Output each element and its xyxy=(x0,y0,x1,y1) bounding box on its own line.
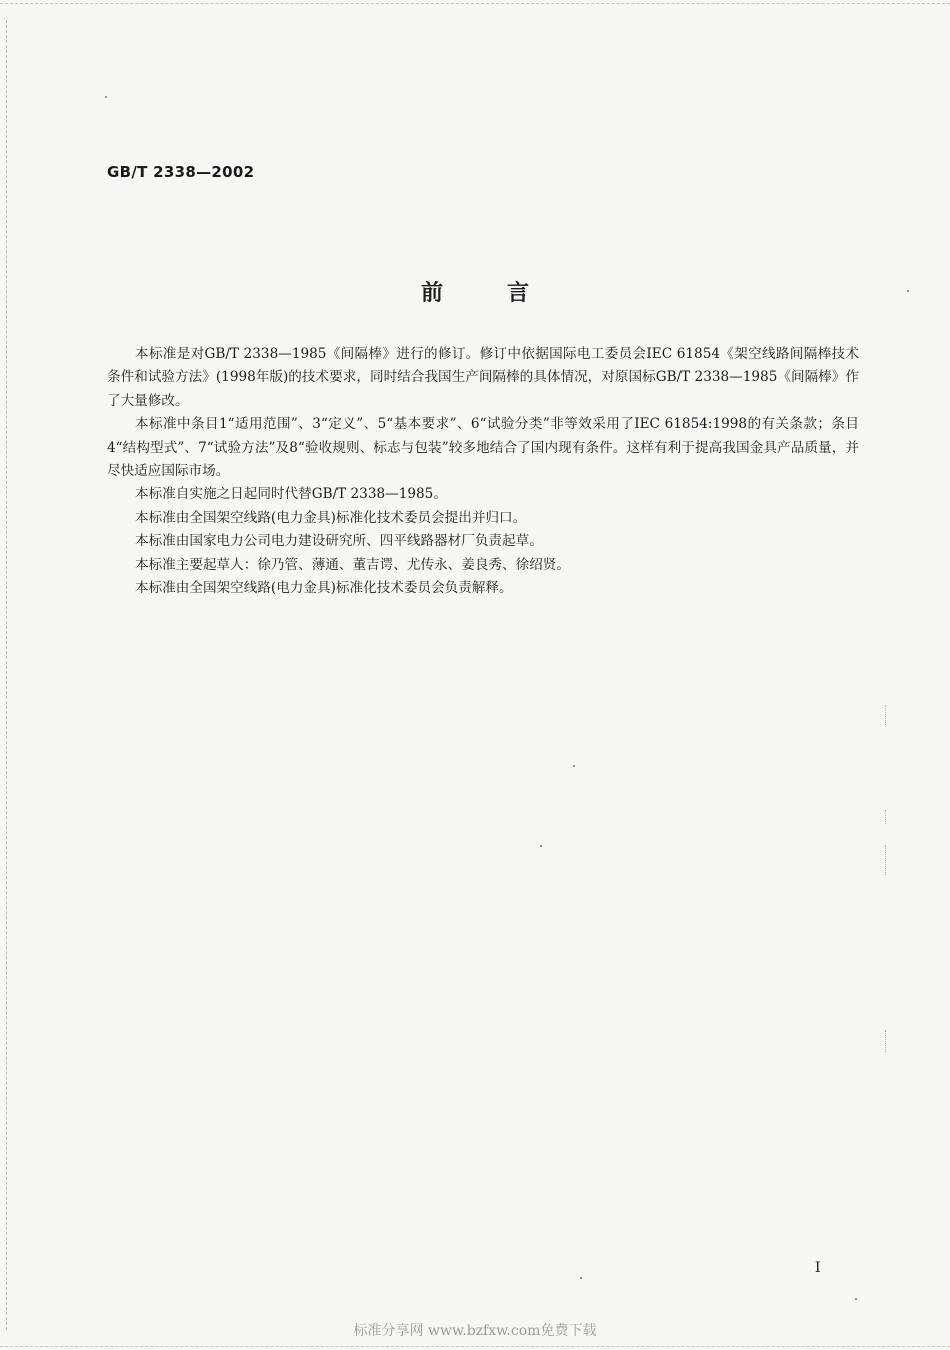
paragraph: 本标准由全国架空线路(电力金具)标准化技术委员会负责解释。 xyxy=(135,580,513,597)
scan-edge-left xyxy=(6,20,8,1330)
scan-speck xyxy=(105,96,107,98)
scan-speck xyxy=(540,845,542,847)
scan-speck xyxy=(573,765,575,767)
scan-mark xyxy=(885,810,887,824)
page-number: I xyxy=(815,1260,821,1276)
paragraph: 本标准主要起草人：徐乃管、薄通、董吉谔、尤传永、姜良秀、徐绍贤。 xyxy=(135,556,570,573)
standard-number: GB/T 2338—2002 xyxy=(107,163,255,181)
preface-body xyxy=(107,343,859,600)
paragraph: 本标准由国家电力公司电力建设研究所、四平线路器材厂负责起草。 xyxy=(135,533,543,550)
scan-speck xyxy=(855,1298,857,1300)
page-title: 前言 xyxy=(420,281,593,306)
scan-mark xyxy=(885,705,887,725)
paragraph: 本标准中条目1“适用范围”、3“定义”、5“基本要求”、6“试验分类”非等效采用了IEC 61854:1998的有关条款；条目4“结构型式”、7“试验方法”及8“验收规则、标志与包装”较多地结合了国内现有条件。这样有利于提高我国金具产品质量，并尽快适应国际市场。 xyxy=(107,416,859,480)
scan-mark xyxy=(885,1030,887,1052)
scan-edge-bottom xyxy=(0,1346,950,1348)
paragraph: 本标准由全国架空线路(电力金具)标准化技术委员会提出并归口。 xyxy=(135,509,527,526)
scan-edge-top xyxy=(0,3,950,5)
watermark: 标准分享网 www.bzfxw.com免费下载 xyxy=(353,1323,597,1339)
paragraph: 本标准自实施之日起同时代替GB/T 2338—1985。 xyxy=(135,486,447,503)
scan-mark xyxy=(885,845,887,875)
paragraph: 本标准是对GB/T 2338—1985《间隔棒》进行的修订。修订中依据国际电工委员会IEC 61854《架空线路间隔棒技术条件和试验方法》(1998年版)的技术要求，同时结合我国生产间隔棒的具体情况，对原国标GB/T 2338—1985《间隔棒》作了大量修改。 xyxy=(107,346,859,409)
scan-speck xyxy=(580,1277,582,1279)
